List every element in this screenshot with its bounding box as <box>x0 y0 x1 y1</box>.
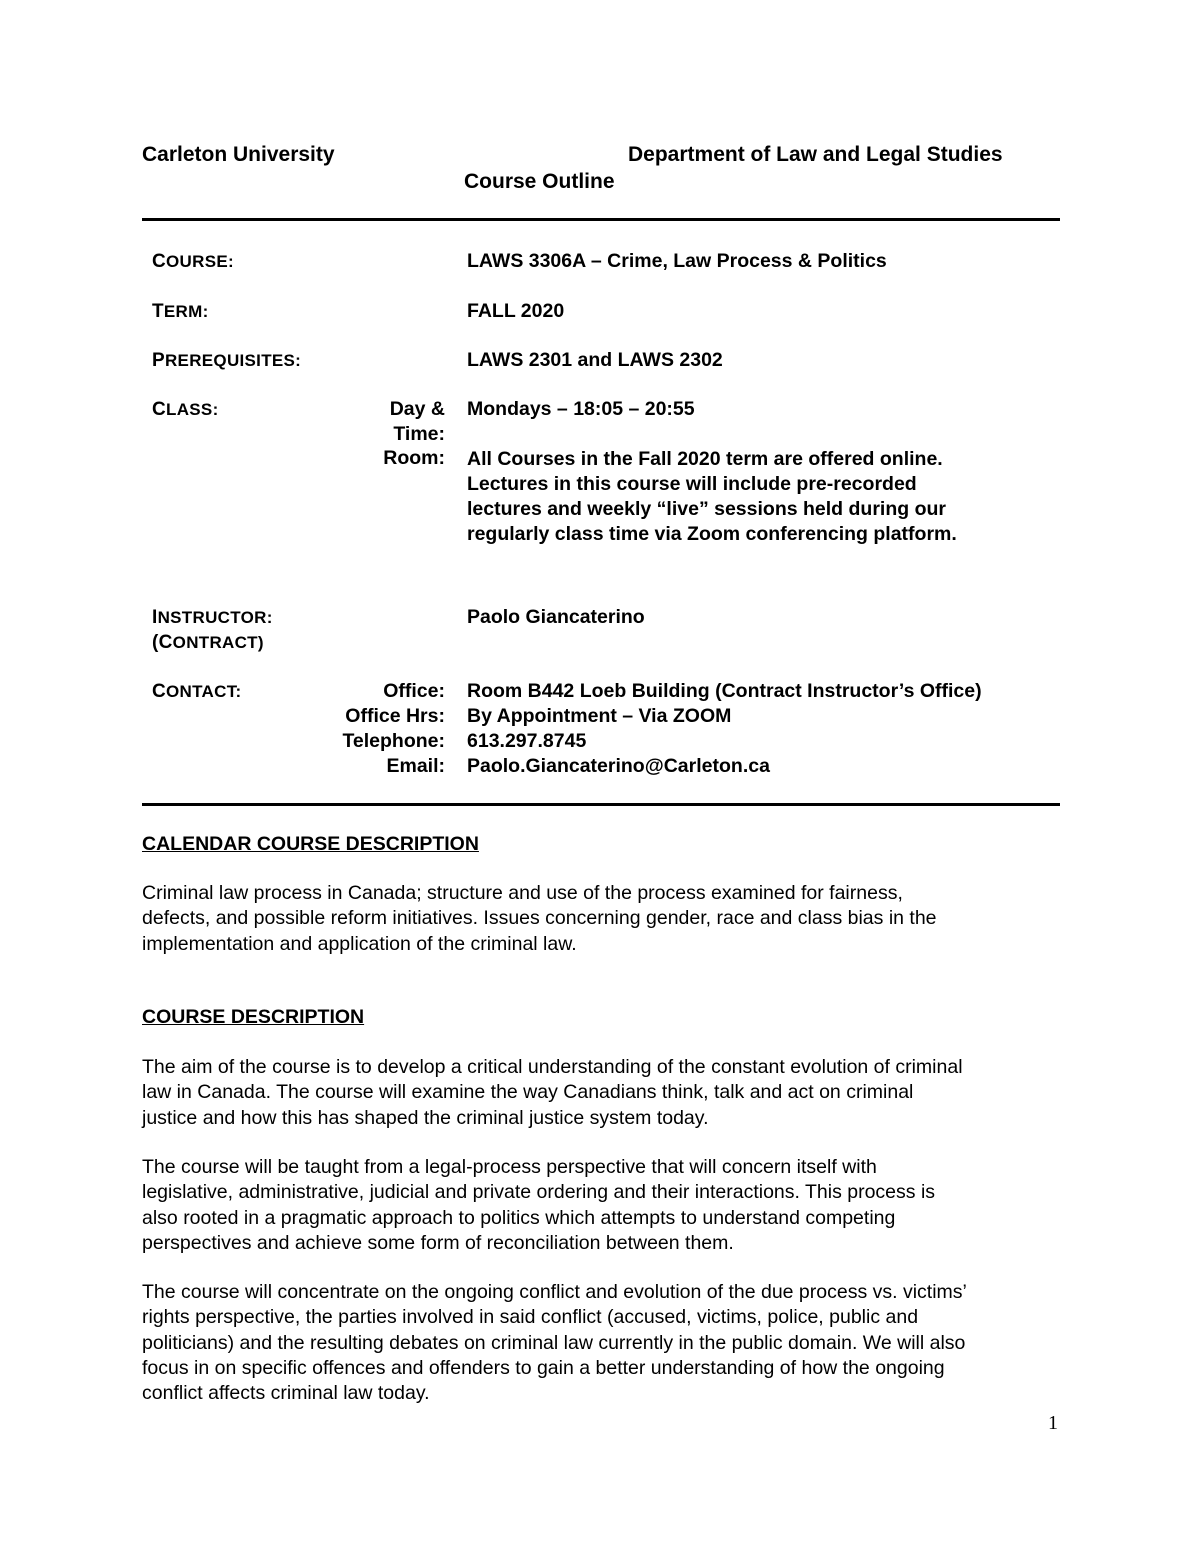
top-rule <box>142 218 1060 221</box>
office-label: Office: <box>383 680 445 702</box>
text-line: law in Canada. The course will examine the way Canadians think, talk and act on criminal <box>142 1081 914 1104</box>
instructor-contract-label: (CONTRACT) <box>152 632 264 653</box>
prerequisites-label: PREREQUISITES: <box>152 350 302 371</box>
text-line: The aim of the course is to develop a critical understanding of the constant evolution of criminal <box>142 1056 963 1078</box>
course-value: LAWS 3306A – Crime, Law Process & Politics <box>467 250 887 272</box>
university-name: Carleton University <box>142 143 335 166</box>
text-line: also rooted in a pragmatic approach to politics which attempts to understand competing <box>142 1206 896 1229</box>
bottom-rule <box>142 803 1060 806</box>
day-time-label-1: Day & <box>389 398 445 420</box>
day-time-value: Mondays – 18:05 – 20:55 <box>467 398 695 420</box>
room-line: All Courses in the Fall 2020 term are offered online. <box>467 448 943 470</box>
room-line: regularly class time via Zoom conferencing platform. <box>467 523 957 545</box>
text-line: justice and how this has shaped the criminal justice system today. <box>142 1106 709 1129</box>
term-value: FALL 2020 <box>467 300 565 322</box>
term-label: TERM: <box>152 301 209 322</box>
text-line: focus in on specific offences and offenders to gain a better understanding of how the ongoing <box>142 1356 945 1379</box>
room-line: Lectures in this course will include pre-recorded <box>467 473 917 495</box>
text-line: The course will be taught from a legal-process perspective that will concern itself with <box>142 1156 877 1178</box>
page-number: 1 <box>1048 1412 1058 1434</box>
text-line: conflict affects criminal law today. <box>142 1382 430 1405</box>
course-description-para-1 <box>142 1055 1062 1131</box>
course-label: COURSE: <box>152 251 234 272</box>
office-value: Room B442 Loeb Building (Contract Instructor’s Office) <box>467 680 982 702</box>
text-line: defects, and possible reform initiatives. Issues concerning gender, race and class bias in the <box>142 907 937 930</box>
prerequisites-value: LAWS 2301 and LAWS 2302 <box>467 349 723 371</box>
text-line: perspectives and achieve some form of reconciliation between them. <box>142 1231 734 1254</box>
instructor-label: INSTRUCTOR: <box>152 607 273 628</box>
office-hours-label: Office Hrs: <box>345 705 445 727</box>
text-line: The course will concentrate on the ongoing conflict and evolution of the due process vs. victims’ <box>142 1281 967 1303</box>
room-label: Room: <box>383 447 445 469</box>
calendar-description-text <box>142 881 1062 957</box>
calendar-description-heading: CALENDAR COURSE DESCRIPTION <box>142 833 479 855</box>
course-description-heading: COURSE DESCRIPTION <box>142 1006 365 1028</box>
text-line: legislative, administrative, judicial and private ordering and their interactions. This process is <box>142 1181 936 1204</box>
telephone-label: Telephone: <box>342 730 445 752</box>
email-label: Email: <box>386 755 445 777</box>
email-value: Paolo.Giancaterino@Carleton.ca <box>467 755 770 777</box>
telephone-value: 613.297.8745 <box>467 730 587 752</box>
contact-label: CONTACT: <box>152 681 242 702</box>
instructor-value: Paolo Giancaterino <box>467 606 645 628</box>
document-title: Course Outline <box>464 170 615 193</box>
day-time-label-2: Time: <box>393 423 445 445</box>
class-label: CLASS: <box>152 399 219 420</box>
room-line: lectures and weekly “live” sessions held during our <box>467 498 946 520</box>
office-hours-value: By Appointment – Via ZOOM <box>467 705 732 727</box>
text-line: implementation and application of the criminal law. <box>142 932 577 955</box>
room-value <box>467 447 957 547</box>
course-description-para-3 <box>142 1280 1062 1406</box>
department-name: Department of Law and Legal Studies <box>628 143 1003 166</box>
text-line: politicians) and the resulting debates on criminal law currently in the public domain. We will also <box>142 1331 966 1354</box>
course-description-para-2 <box>142 1155 1062 1256</box>
text-line: rights perspective, the parties involved in said conflict (accused, victims, police, public and <box>142 1306 919 1329</box>
text-line: Criminal law process in Canada; structure and use of the process examined for fairness, <box>142 882 903 904</box>
